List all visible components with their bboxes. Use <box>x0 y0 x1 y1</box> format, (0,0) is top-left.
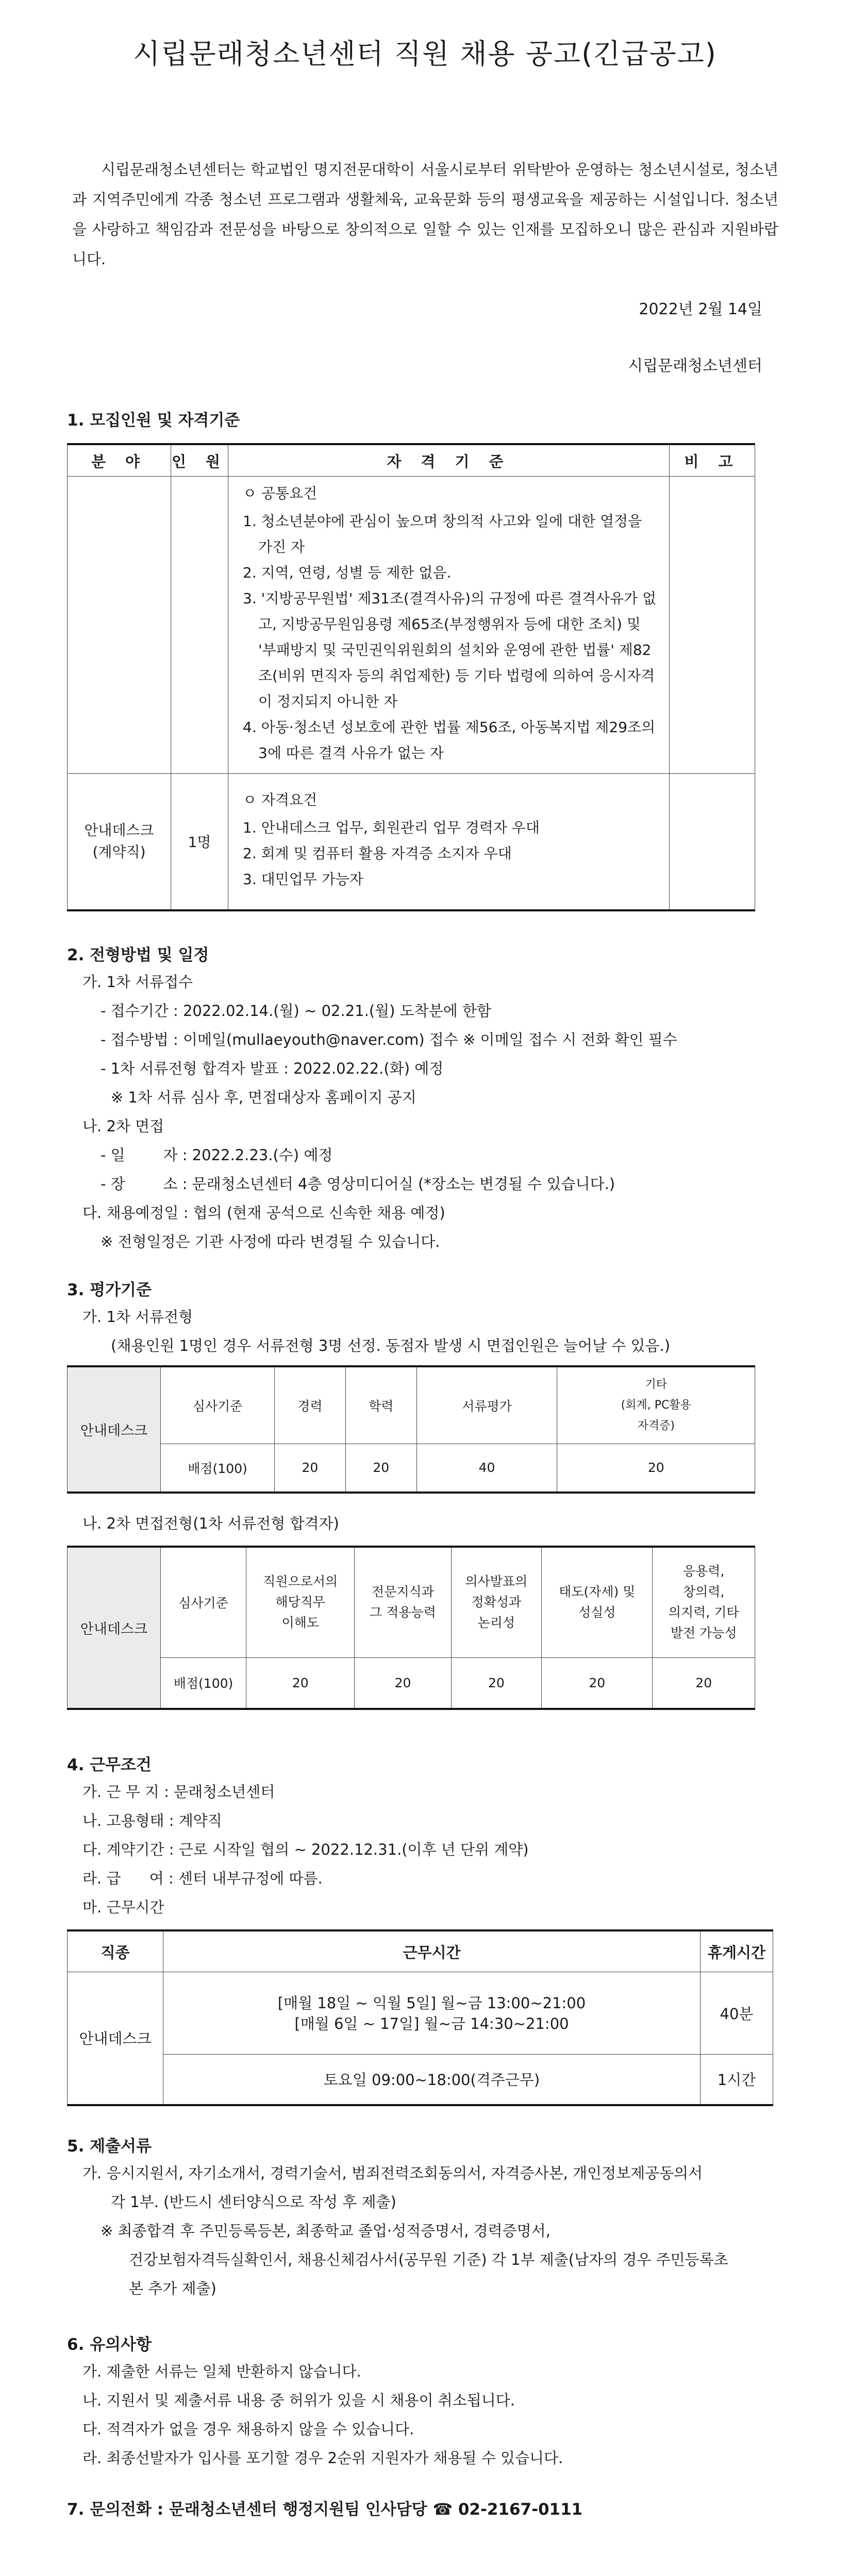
interview-head: 전문지식과 그 적용능력 <box>355 1547 451 1657</box>
eval-score-label: 배점(100) <box>161 1444 275 1493</box>
eval-score: 20 <box>557 1444 755 1493</box>
interview-head: 직원으로서의 해당직무 이해도 <box>246 1547 355 1657</box>
s6-line: 가. 제출한 서류는 일체 반환하지 않습니다. <box>82 2363 361 2380</box>
s3-a-note: (채용인원 1명인 경우 서류전형 3명 선정. 동점자 발생 시 면접인원은 늘어날 수 있음.) <box>111 1337 671 1354</box>
specific-requirements <box>228 774 670 910</box>
req-item: 3. 대민업무 가능자 <box>243 871 363 888</box>
work-header: 직종 <box>68 1930 163 1972</box>
eval-head: 학력 <box>345 1366 416 1444</box>
s5-line: ※ 최종합격 후 주민등록등본, 최종학교 졸업·성적증명서, 경력증명서, <box>101 2222 551 2240</box>
notice-date: 2022년 2월 14일 <box>639 300 762 318</box>
interview-score: 20 <box>355 1657 451 1709</box>
document-screening-table <box>67 1365 755 1494</box>
common-count-cell <box>171 477 228 774</box>
interview-score: 20 <box>451 1657 542 1709</box>
s2-line: ※ 1차 서류 심사 후, 면접대상자 홈페이지 공지 <box>111 1089 416 1106</box>
req-item: 1. 안내데스크 업무, 회원관리 업무 경력자 우대 <box>243 819 540 837</box>
eval-score: 20 <box>275 1444 346 1493</box>
s6-line: 다. 적격자가 없을 경우 채용하지 않을 수 있습니다. <box>82 2420 414 2438</box>
s2-line: 다. 채용예정일 : 협의 (현재 공석으로 신속한 채용 예정) <box>82 1204 445 1222</box>
eval-head: 경력 <box>275 1366 346 1444</box>
work-job: 안내데스크 <box>68 1972 163 2105</box>
common-requirements <box>228 477 670 774</box>
qualification-table <box>67 443 755 911</box>
s5-line: 각 1부. (반드시 센터양식으로 작성 후 제출) <box>111 2193 396 2211</box>
header-field: 분 야 <box>68 444 171 477</box>
interview-score-label: 배점(100) <box>161 1657 246 1709</box>
s3-b-title: 나. 2차 면접전형(1차 서류전형 합격자) <box>82 1515 339 1532</box>
interview-score: 20 <box>653 1657 755 1709</box>
work-time: [매월 18일 ~ 익월 5일] 월~금 13:00~21:00 [매월 6일 ~ 17일] 월~금 14:30~21:00 <box>163 1972 701 2055</box>
work-rest: 40분 <box>701 1972 773 2055</box>
note-cell <box>670 774 755 910</box>
organization-name: 시립문래청소년센터 <box>628 357 762 375</box>
eval-head: 서류평가 <box>416 1366 557 1444</box>
common-field-cell <box>68 477 171 774</box>
page-title: 시립문래청소년센터 직원 채용 공고(긴급공고) <box>133 38 717 70</box>
interview-head: 응용력, 창의력, 의지력, 기타 발전 가능성 <box>653 1547 755 1657</box>
eval-field: 안내데스크 <box>68 1366 161 1493</box>
s4-line: 다. 계약기간 : 근로 시작일 협의 ~ 2022.12.31.(이후 년 단위 계약) <box>82 1841 529 1858</box>
s2-line: - 일 자 : 2022.2.23.(수) 예정 <box>101 1146 333 1164</box>
interview-head: 태도(자세) 및 성실성 <box>542 1547 653 1657</box>
s2-line: ※ 전형일정은 기관 사정에 따라 변경될 수 있습니다. <box>101 1233 440 1250</box>
s5-line: 건강보험자격득실확인서, 채용신체검사서(공무원 기준) 각 1부 제출(남자의 경우 주민등록초 <box>129 2251 728 2268</box>
work-header: 휴게시간 <box>701 1930 773 1972</box>
interview-table <box>67 1546 755 1710</box>
count-cell: 1명 <box>171 774 228 910</box>
s6-line: 나. 지원서 및 제출서류 내용 중 허위가 있을 시 채용이 취소됩니다. <box>82 2392 515 2409</box>
interview-head: 의사발표의 정확성과 논리성 <box>451 1547 542 1657</box>
eval-score: 20 <box>345 1444 416 1493</box>
s2-line: - 장 소 : 문래청소년센터 4층 영상미디어실 (*장소는 변경될 수 있습니다.) <box>101 1175 615 1193</box>
field-cell: 안내데스크 (계약직) <box>68 774 171 910</box>
header-count: 인 원 <box>171 444 228 477</box>
work-hours-table <box>67 1929 773 2106</box>
section-6-heading: 6. 유의사항 <box>67 2335 152 2354</box>
s5-line: 가. 응시지원서, 자기소개서, 경력기술서, 범죄전력조회동의서, 자격증사본, 개인정보제공동의서 <box>82 2164 703 2182</box>
common-req-item: 3. '지방공무원법' 제31조(결격사유)의 규정에 따른 결격사유가 없고, 지방공무원임용령 제65조(부정행위자 등에 대한 조치) 및 '부패방지 및 국민권익위원회의 설치와 운영에 관한 법률' 제82조(비위 면직자 등의 취업제한) 등 기타 법령에 의하여 응시자격이 정지되지 아니한 자 <box>243 590 657 710</box>
interview-score: 20 <box>542 1657 653 1709</box>
s6-line: 라. 최종선발자가 입사를 포기할 경우 2순위 지원자가 채용될 수 있습니다. <box>82 2449 563 2467</box>
interview-head: 심사기준 <box>161 1547 246 1657</box>
work-header: 근무시간 <box>163 1930 701 1972</box>
section-4-heading: 4. 근무조건 <box>67 1756 152 1774</box>
interview-field: 안내데스크 <box>68 1547 161 1709</box>
s4-line: 나. 고용형태 : 계약직 <box>82 1812 222 1829</box>
common-note-cell <box>670 477 755 774</box>
eval-head: 심사기준 <box>161 1366 275 1444</box>
interview-score: 20 <box>246 1657 355 1709</box>
eval-head: 기타 (회계, PC활용 자격증) <box>557 1366 755 1444</box>
header-criteria: 자 격 기 준 <box>228 444 670 477</box>
section-2-heading: 2. 전형방법 및 일정 <box>67 946 209 964</box>
s2-line: 가. 1차 서류접수 <box>82 973 193 991</box>
header-note: 비 고 <box>670 444 755 477</box>
req-item: 2. 회계 및 컴퓨터 활용 자격증 소지자 우대 <box>243 845 512 862</box>
s3-a-title: 가. 1차 서류전형 <box>82 1308 193 1326</box>
s4-line: 라. 급 여 : 센터 내부규정에 따름. <box>82 1870 323 1887</box>
s5-line: 본 추가 제출) <box>129 2280 216 2297</box>
req-head: ㅇ 자격요건 <box>243 791 318 809</box>
section-1-heading: 1. 모집인원 및 자격기준 <box>67 411 240 430</box>
s2-line: - 1차 서류전형 합격자 발표 : 2022.02.22.(화) 예정 <box>101 1060 444 1077</box>
s2-line: 나. 2차 면접 <box>82 1117 164 1135</box>
s2-line: - 접수기간 : 2022.02.14.(월) ~ 02.21.(월) 도착분에 한함 <box>101 1002 491 1020</box>
s4-line: 마. 근무시간 <box>82 1899 164 1916</box>
eval-score: 40 <box>416 1444 557 1493</box>
common-req-item: 4. 아동·청소년 성보호에 관한 법률 제56조, 아동복지법 제29조의 3에 따른 결격 사유가 없는 자 <box>243 719 656 761</box>
section-5-heading: 5. 제출서류 <box>67 2137 152 2156</box>
common-req-item: 2. 지역, 연령, 성별 등 제한 없음. <box>243 564 452 581</box>
section-7-contact: 7. 문의전화 : 문래청소년센터 행정지원팀 인사담당 ☎ 02-2167-0111 <box>67 2500 583 2519</box>
s4-line: 가. 근 무 지 : 문래청소년센터 <box>82 1783 275 1801</box>
work-time: 토요일 09:00~18:00(격주근무) <box>163 2055 701 2105</box>
common-req-head: ㅇ 공통요건 <box>243 485 318 502</box>
common-req-item: 1. 청소년분야에 관심이 높으며 창의적 사고와 일에 대한 열정을 가진 자 <box>243 513 642 555</box>
intro-paragraph: 시립문래청소년센터는 학교법인 명지전문대학이 서울시로부터 위탁받아 운영하는 청소년시설로, 청소년과 지역주민에게 각종 청소년 프로그램과 생활체육, 교육문화 등의 평생교육을 제공하는 시설입니다. 청소년을 사랑하고 책임감과 전문성을 바탕으로 창의적으로 일할 수 있는 인재를 모집하오니 많은 관심과 지원바랍니다. <box>72 161 778 268</box>
section-3-heading: 3. 평가기준 <box>67 1281 152 1299</box>
work-rest: 1시간 <box>701 2055 773 2105</box>
s2-line: - 접수방법 : 이메일(mullaeyouth@naver.com) 접수 ※ 이메일 접수 시 전화 확인 필수 <box>101 1031 677 1048</box>
